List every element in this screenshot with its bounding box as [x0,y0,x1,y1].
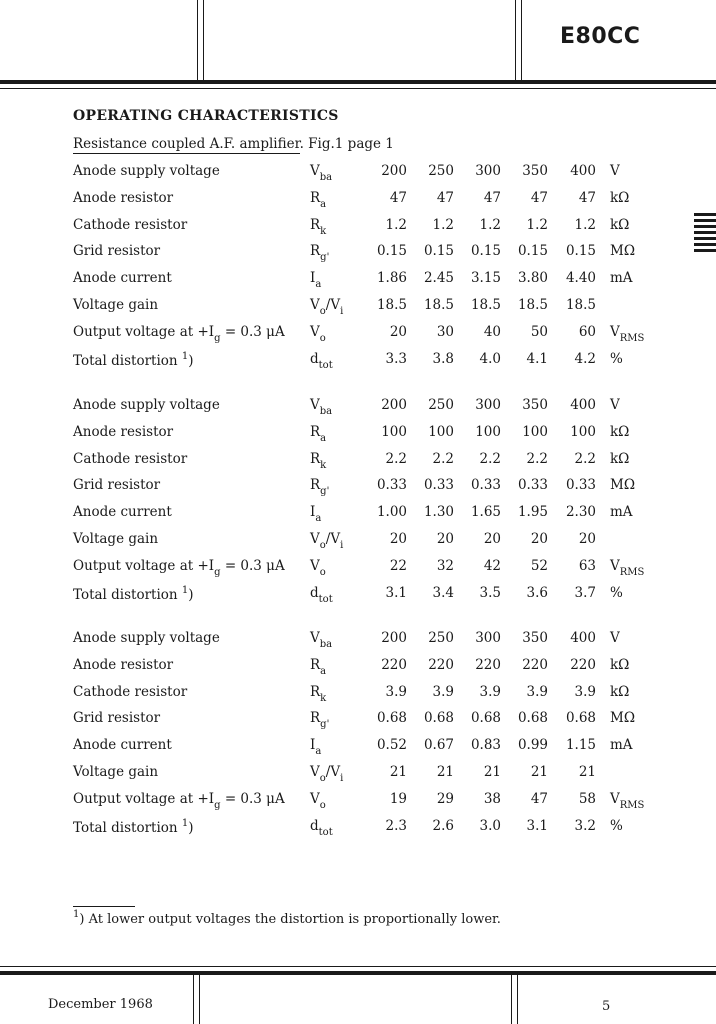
param-value: 0.33 [517,477,548,494]
param-value: 2.30 [565,504,596,521]
param-label: Cathode resistor [73,683,188,700]
table-row [0,424,716,448]
footer-divider [517,975,518,1024]
param-value: 250 [428,163,454,179]
param-label: Anode resistor [73,189,174,206]
param-value: 200 [381,397,407,413]
table-row [0,504,716,528]
param-value: 3.80 [517,270,548,287]
header-divider [515,0,516,80]
param-value: 350 [522,163,548,179]
param-value: 1.2 [432,216,454,233]
param-value: 3.5 [479,584,501,601]
param-label: Voltage gain [73,297,159,313]
table-row [0,324,716,348]
param-label: Anode resistor [73,423,174,440]
param-value: 0.33 [470,477,501,494]
param-symbol: $R_k$ [310,683,327,704]
param-symbol: $R_a$ [310,423,327,444]
param-value: 0.52 [376,737,407,754]
param-value: 2.2 [479,450,501,467]
param-label: Anode supply voltage [73,397,220,413]
param-value: 100 [522,423,548,440]
table-row [0,657,716,681]
param-label: Anode resistor [73,656,174,673]
param-value: 0.33 [423,477,454,494]
param-value: 220 [428,656,454,673]
param-value: 2.45 [423,270,454,287]
header-rule [0,80,716,84]
param-value: 220 [475,656,501,673]
param-value: 29 [436,790,454,807]
param-symbol: $d_{tot}$ [310,350,333,371]
footer-divider [511,975,512,1024]
param-value: 100 [570,423,596,440]
param-value: 1.2 [479,216,501,233]
param-value: 1.15 [565,737,596,754]
param-value: 3.6 [526,584,548,601]
param-symbol: $R_{g'}$ [310,243,330,264]
header-rule-thin [0,88,716,89]
param-value: 47 [530,790,548,807]
param-value: 0.83 [470,737,501,754]
param-unit: V [610,163,620,179]
param-symbol: $V_o/V_i$ [310,531,344,551]
param-symbol: $d_{tot}$ [310,584,333,605]
param-value: 20 [530,531,548,547]
table-row [0,297,716,321]
param-symbol: $I_a$ [310,737,322,758]
param-symbol: $V_{ba}$ [310,397,333,417]
param-value: 300 [475,397,501,413]
param-value: 60 [578,323,596,340]
param-value: 0.68 [423,710,454,727]
param-value: 21 [436,764,454,780]
subtitle-ref: . Fig.1 page 1 [299,136,394,152]
param-value: 30 [436,323,454,340]
param-label: Total distortion $^1$) [73,584,194,603]
param-value: 0.68 [470,710,501,727]
param-value: 0.15 [565,243,596,260]
param-unit: V [610,397,620,413]
param-value: 2.6 [432,817,454,834]
param-value: 0.15 [423,243,454,260]
param-label: Voltage gain [73,531,159,547]
param-value: 40 [483,323,501,340]
param-unit: V [610,630,620,646]
param-label: Anode current [73,270,172,287]
param-label: Output voltage at $+I_g = 0.3$ μA [73,323,285,344]
param-value: 20 [578,531,596,547]
param-value: 19 [389,790,407,807]
param-value: 18.5 [517,297,548,313]
param-unit: mA [610,504,633,521]
param-symbol: $I_a$ [310,270,322,291]
param-value: 300 [475,163,501,179]
table-row [0,190,716,214]
table-row [0,531,716,555]
param-value: 21 [483,764,501,780]
param-value: 21 [578,764,596,780]
table-row [0,630,716,654]
param-value: 18.5 [423,297,454,313]
param-label: Anode current [73,504,172,521]
param-value: 220 [570,656,596,673]
param-symbol: $I_a$ [310,504,322,525]
param-value: 18.5 [376,297,407,313]
param-value: 300 [475,630,501,646]
param-symbol: $V_o$ [310,790,326,811]
param-value: 4.2 [574,350,596,367]
param-value: 100 [428,423,454,440]
param-unit: kΩ [610,423,630,440]
param-value: 0.99 [517,737,548,754]
param-value: 63 [578,557,596,574]
param-symbol: $R_a$ [310,189,327,210]
param-value: 58 [578,790,596,807]
table-row [0,451,716,475]
header-divider [203,0,204,80]
param-value: 0.68 [565,710,596,727]
param-value: 2.2 [574,450,596,467]
param-label: Anode current [73,737,172,754]
param-symbol: $R_{g'}$ [310,710,330,731]
param-value: 250 [428,630,454,646]
param-value: 1.00 [376,504,407,521]
param-value: 32 [436,557,454,574]
param-value: 200 [381,163,407,179]
param-label: Voltage gain [73,764,159,780]
param-unit: mA [610,270,633,287]
param-value: 20 [483,531,501,547]
section-title: OPERATING CHARACTERISTICS [73,108,339,124]
param-value: 3.8 [432,350,454,367]
param-value: 3.9 [432,683,454,700]
param-value: 3.9 [574,683,596,700]
footer-rule-thin [0,966,716,967]
param-unit: MΩ [610,477,636,494]
param-value: 0.15 [470,243,501,260]
param-label: Output voltage at $+I_g = 0.3$ μA [73,790,285,811]
param-value: 47 [483,189,501,206]
param-value: 1.2 [385,216,407,233]
param-value: 0.15 [376,243,407,260]
subtitle-main: Resistance coupled A.F. amplifier [73,136,300,152]
header-divider [197,0,198,80]
param-label: Cathode resistor [73,216,188,233]
param-value: 3.2 [574,817,596,834]
param-value: 1.86 [376,270,407,287]
model-number: E80CC [560,24,641,49]
param-unit: % [610,817,623,834]
param-value: 3.9 [526,683,548,700]
param-symbol: $R_a$ [310,656,327,677]
param-value: 100 [475,423,501,440]
param-label: Total distortion $^1$) [73,817,194,836]
param-label: Total distortion $^1$) [73,350,194,369]
param-value: 21 [530,764,548,780]
param-unit: mA [610,737,633,754]
param-symbol: $V_o$ [310,323,326,344]
footer-divider [199,975,200,1024]
table-row [0,585,716,609]
param-symbol: $R_{g'}$ [310,477,330,498]
param-value: 2.2 [385,450,407,467]
param-value: 3.7 [574,584,596,601]
param-symbol: $V_o/V_i$ [310,297,344,317]
param-value: 4.0 [479,350,501,367]
param-value: 220 [381,656,407,673]
param-value: 220 [522,656,548,673]
param-value: 21 [389,764,407,780]
param-value: 350 [522,397,548,413]
param-label: Anode supply voltage [73,630,220,646]
param-label: Output voltage at $+I_g = 0.3$ μA [73,557,285,578]
param-value: 42 [483,557,501,574]
param-value: 3.0 [479,817,501,834]
footnote-rule [73,906,135,907]
param-unit: kΩ [610,450,630,467]
param-value: 1.2 [526,216,548,233]
param-value: 18.5 [565,297,596,313]
param-unit: kΩ [610,189,630,206]
param-value: 4.1 [526,350,548,367]
param-value: 3.3 [385,350,407,367]
param-value: 0.67 [423,737,454,754]
table-row [0,818,716,842]
table-row [0,764,716,788]
param-value: 47 [530,189,548,206]
param-value: 3.9 [479,683,501,700]
param-value: 400 [570,397,596,413]
param-value: 50 [530,323,548,340]
param-symbol: $V_{ba}$ [310,163,333,183]
header-divider [521,0,522,80]
param-symbol: $V_o$ [310,557,326,578]
param-value: 2.2 [432,450,454,467]
param-label: Anode supply voltage [73,163,220,179]
table-row [0,477,716,501]
param-symbol: $V_o/V_i$ [310,764,344,784]
footer-date: December 1968 [48,997,153,1012]
param-unit: kΩ [610,656,630,673]
param-value: 52 [530,557,548,574]
param-value: 3.9 [385,683,407,700]
table-row [0,270,716,294]
footnote: $^1$) At lower output voltages the distortion is proportionally lower. [73,909,501,927]
param-value: 2.2 [526,450,548,467]
table-row [0,217,716,241]
param-value: 350 [522,630,548,646]
param-value: 3.4 [432,584,454,601]
param-value: 1.95 [517,504,548,521]
param-symbol: $d_{tot}$ [310,817,333,838]
param-unit: $V_{RMS}$ [610,790,645,811]
param-value: 4.40 [565,270,596,287]
param-value: 47 [436,189,454,206]
param-value: 100 [381,423,407,440]
param-value: 3.1 [526,817,548,834]
param-symbol: $V_{ba}$ [310,630,333,650]
param-value: 0.33 [376,477,407,494]
param-value: 0.68 [517,710,548,727]
param-unit: % [610,350,623,367]
param-symbol: $R_k$ [310,216,327,237]
param-value: 200 [381,630,407,646]
param-unit: MΩ [610,243,636,260]
param-value: 0.15 [517,243,548,260]
subtitle [73,136,394,152]
param-unit: % [610,584,623,601]
param-unit: kΩ [610,683,630,700]
param-value: 1.2 [574,216,596,233]
param-value: 400 [570,630,596,646]
param-value: 22 [389,557,407,574]
param-value: 400 [570,163,596,179]
page-number: 5 [602,999,611,1014]
param-value: 3.1 [385,584,407,601]
table-row [0,163,716,187]
footer-divider [193,975,194,1024]
param-value: 3.15 [470,270,501,287]
param-unit: MΩ [610,710,636,727]
param-label: Grid resistor [73,710,161,727]
param-unit: kΩ [610,216,630,233]
table-row [0,351,716,375]
table-row [0,710,716,734]
param-value: 0.33 [565,477,596,494]
param-unit: $V_{RMS}$ [610,323,645,344]
param-unit: $V_{RMS}$ [610,557,645,578]
table-row [0,684,716,708]
param-value: 1.30 [423,504,454,521]
param-label: Grid resistor [73,477,161,494]
table-row [0,397,716,421]
table-row [0,243,716,267]
table-row [0,791,716,815]
table-row [0,558,716,582]
footer-rule [0,971,716,975]
param-label: Cathode resistor [73,450,188,467]
param-value: 20 [389,323,407,340]
param-value: 20 [389,531,407,547]
param-value: 38 [483,790,501,807]
param-value: 0.68 [376,710,407,727]
table-row [0,737,716,761]
param-symbol: $R_k$ [310,450,327,471]
param-value: 47 [389,189,407,206]
param-value: 20 [436,531,454,547]
param-value: 47 [578,189,596,206]
param-value: 18.5 [470,297,501,313]
param-value: 250 [428,397,454,413]
param-label: Grid resistor [73,243,161,260]
param-value: 1.65 [470,504,501,521]
param-value: 2.3 [385,817,407,834]
